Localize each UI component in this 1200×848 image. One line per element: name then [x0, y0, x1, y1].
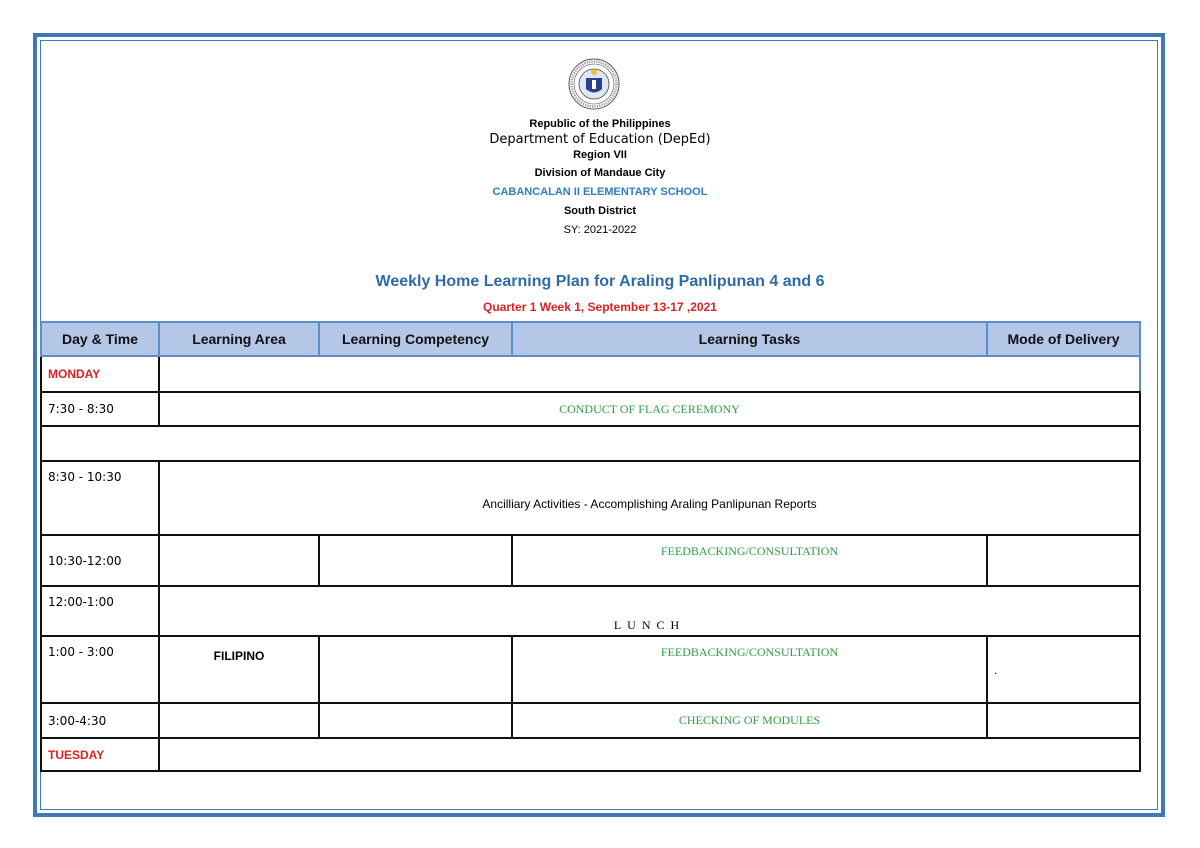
flag-ceremony-cell: CONDUCT OF FLAG CEREMONY: [159, 392, 1140, 426]
table-row: [41, 738, 1140, 771]
mode-of-delivery-cell: .: [987, 636, 1140, 703]
time-cell: 1:00 - 3:00: [41, 636, 159, 703]
country-name: Republic of the Philippines: [529, 118, 671, 130]
division-name: Division of Mandaue City: [534, 167, 666, 179]
time-cell: 7:30 - 8:30: [41, 392, 159, 426]
plan-title: Weekly Home Learning Plan for Araling Panlipunan 4 and 6: [375, 273, 825, 290]
learning-competency-cell: [319, 535, 512, 586]
table-row: [41, 535, 1140, 586]
ancillary-activities-cell: Ancilliary Activities - Accomplishing Araling Panlipunan Reports: [159, 461, 1140, 535]
table-row: [41, 703, 1140, 738]
learning-competency-cell: [319, 703, 512, 738]
school-name: CABANCALAN II ELEMENTARY SCHOOL: [492, 186, 708, 198]
department-name: Department of Education (DepEd): [489, 132, 711, 147]
deped-seal-logo: [568, 58, 620, 110]
mode-of-delivery-cell: [987, 703, 1140, 738]
learning-task-cell: FEEDBACKING/CONSULTATION: [512, 636, 987, 703]
time-cell: 12:00-1:00: [41, 586, 159, 636]
learning-task-cell: FEEDBACKING/CONSULTATION: [512, 535, 987, 586]
day-tuesday: TUESDAY: [41, 738, 159, 771]
quarter-subtitle: Quarter 1 Week 1, September 13-17 ,2021: [483, 300, 717, 314]
learning-plan-table: [40, 321, 1141, 772]
table-row: [41, 356, 1140, 392]
col-learning-area: Learning Area: [159, 322, 319, 356]
time-cell: 8:30 - 10:30: [41, 461, 159, 535]
monday-blank: [159, 356, 1140, 392]
region-name: Region VII: [573, 149, 627, 161]
learning-area-cell: [159, 703, 319, 738]
table-header-row: [41, 322, 1140, 356]
time-cell: 10:30-12:00: [41, 535, 159, 586]
time-cell: 3:00-4:30: [41, 703, 159, 738]
col-day-time: Day & Time: [41, 322, 159, 356]
lunch-cell: LUNCH: [159, 586, 1140, 636]
col-learning-tasks: Learning Tasks: [512, 322, 987, 356]
table-row: [41, 461, 1140, 535]
tuesday-blank: [159, 738, 1140, 771]
table-row: [41, 426, 1140, 461]
blank-row: [41, 426, 1140, 461]
district-name: South District: [563, 205, 637, 217]
learning-competency-cell: [319, 636, 512, 703]
table-row: [41, 392, 1140, 426]
mode-of-delivery-cell: [987, 535, 1140, 586]
school-year: SY: 2021-2022: [563, 224, 637, 236]
table-row: [41, 586, 1140, 636]
learning-task-cell: CHECKING OF MODULES: [512, 703, 987, 738]
table-row: [41, 636, 1140, 703]
day-monday: MONDAY: [41, 356, 159, 392]
learning-area-cell: FILIPINO: [159, 636, 319, 703]
col-learning-competency: Learning Competency: [319, 322, 512, 356]
col-mode-of-delivery: Mode of Delivery: [987, 322, 1140, 356]
learning-area-cell: [159, 535, 319, 586]
